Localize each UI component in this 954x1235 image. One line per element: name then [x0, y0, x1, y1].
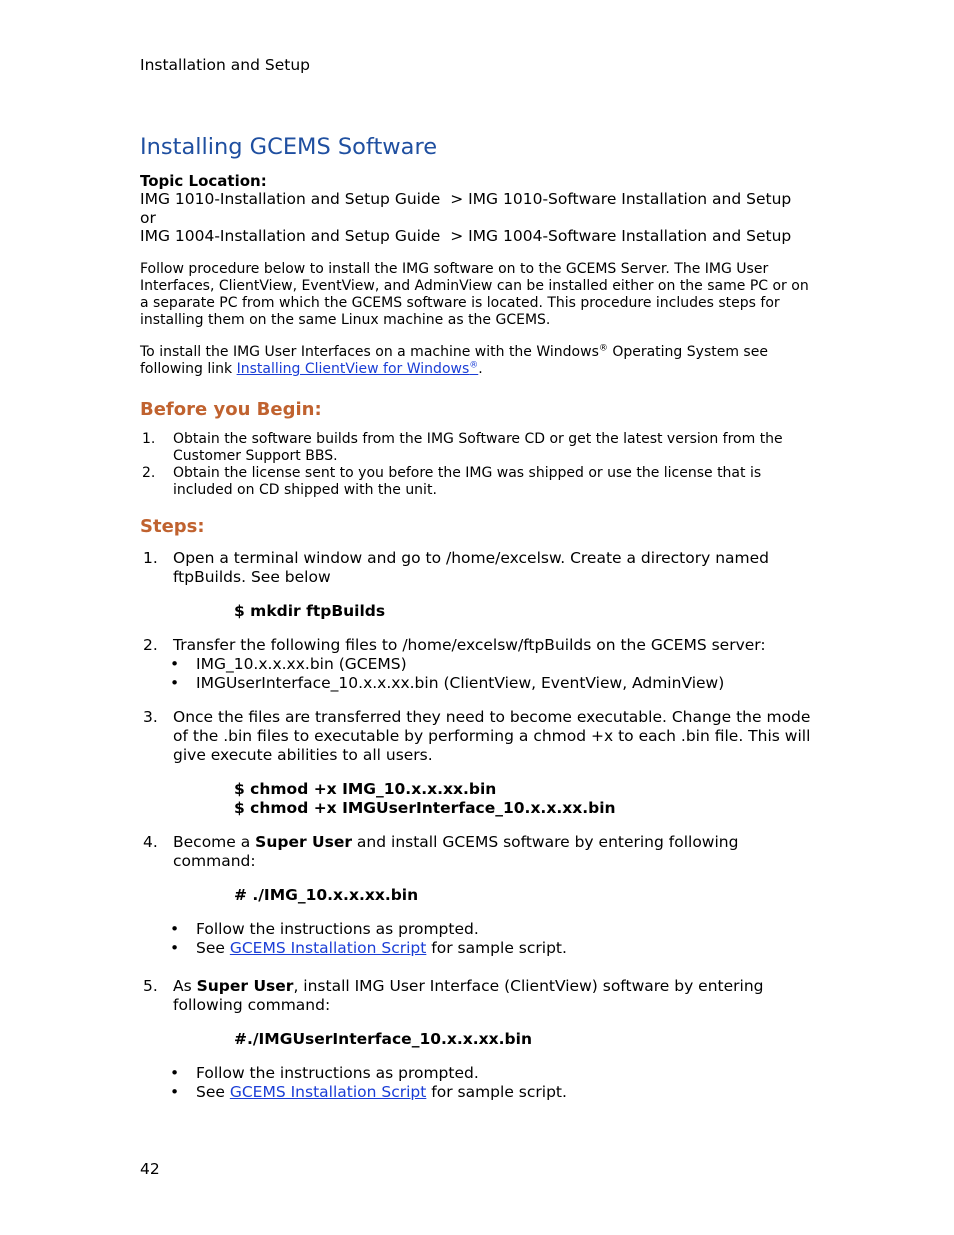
topic-or: or — [140, 209, 156, 227]
step-3: 3. Once the files are transferred they need to become executable. Change the mode of the .bin files to executable by performing a chmod +x to each .bin file. This will give execute abilities to all users. — [143, 708, 811, 764]
topic-path-1004: IMG 1004-Installation and Setup Guide > IMG 1004-Software Installation and Setup — [140, 227, 792, 245]
page-title: Installing GCEMS Software — [140, 134, 438, 160]
page-number: 42 — [140, 1160, 160, 1178]
step-5: 5. As Super User, install IMG User Interface (ClientView) software by entering following command: — [143, 977, 764, 1014]
running-header: Installation and Setup — [140, 56, 310, 74]
steps-heading: Steps: — [140, 516, 205, 537]
list-item: 1. Obtain the software builds from the IMG Software CD or get the latest version from the Customer Support BBS. — [142, 431, 783, 464]
topic-location-label: Topic Location: — [140, 172, 267, 190]
list-item: 2. Obtain the license sent to you before the IMG was shipped or use the license that is included on CD shipped with the unit. — [142, 465, 762, 498]
gcems-installation-script-link[interactable]: GCEMS Installation Script — [229, 939, 427, 957]
windows-paragraph: To install the IMG User Interfaces on a machine with the Windows® Operating System see following link Installing ClientView for Windows®. — [140, 343, 768, 377]
mkdir-command: $ mkdir ftpBuilds — [234, 602, 386, 620]
step-4: 4. Become a Super User and install GCEMS software by entering following command: — [143, 833, 739, 870]
install-ui-command: #./IMGUserInterface_10.x.x.xx.bin — [234, 1030, 532, 1048]
step-2: 2. Transfer the following files to /home/excelsw/ftpBuilds on the GCEMS server: — [143, 636, 766, 654]
step-1: 1. Open a terminal window and go to /home/excelsw. Create a directory named ftpBuilds. See below — [143, 549, 770, 586]
install-gcems-command: # ./IMG_10.x.x.xx.bin — [234, 886, 419, 904]
installing-clientview-link[interactable]: Installing ClientView for Windows® — [236, 360, 479, 377]
gcems-installation-script-link[interactable]: GCEMS Installation Script — [229, 1083, 427, 1101]
before-you-begin-heading: Before you Begin: — [140, 399, 322, 420]
chmod-img-command: $ chmod +x IMG_10.x.x.xx.bin — [234, 780, 497, 798]
intro-paragraph: Follow procedure below to install the IMG software on to the GCEMS Server. The IMG User Interfaces, ClientView, EventView, and AdminView can be installed either on the same PC or on a separate PC from which the GCEMS software is located. This procedure includes steps for installing them on the same Linux machine as the GCEMS. — [140, 261, 809, 328]
topic-path-1010: IMG 1010-Installation and Setup Guide > IMG 1010-Software Installation and Setup — [140, 190, 792, 208]
chmod-ui-command: $ chmod +x IMGUserInterface_10.x.x.xx.bin — [234, 799, 616, 817]
